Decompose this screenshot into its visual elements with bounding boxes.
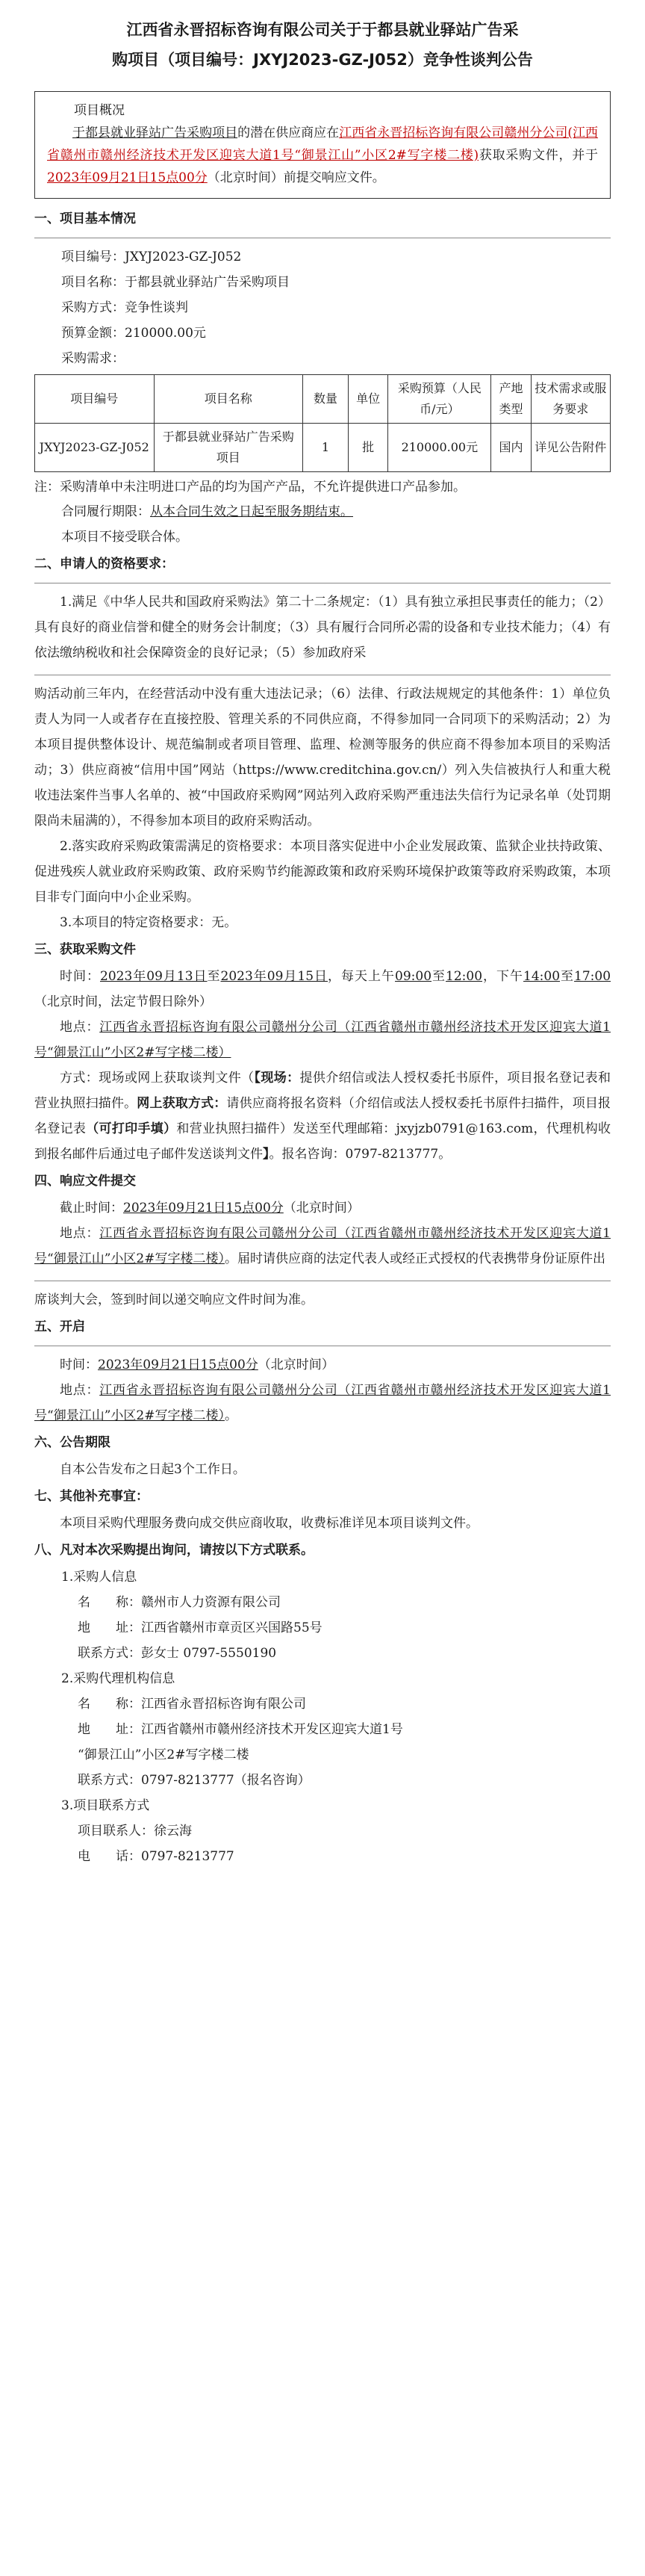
table-cell: 批 — [349, 424, 388, 472]
table-cell: JXYJ2023-GZ-J052 — [35, 424, 155, 472]
table-header-cell: 单位 — [349, 375, 388, 424]
table-cell: 国内 — [491, 424, 531, 472]
table-header-cell: 项目编号 — [35, 375, 155, 424]
budget-amount: 预算金额：210000.00元 — [61, 326, 206, 341]
agency-address: 地 址： 江西省赣州市赣州经济技术开发区迎宾大道1号 — [78, 1722, 403, 1737]
purchaser-address: 地 址： 江西省赣州市章贡区兴国路55号 — [78, 1620, 322, 1635]
consortium-note: 本项目不接受联合体。 — [61, 530, 188, 545]
agency-address-continued: “御景江山”小区2#写字楼二楼 — [78, 1747, 249, 1762]
acquire-place: 地点：江西省永晋招标咨询有限公司赣州分公司（江西省赣州市赣州经济技术开发区迎宾大道1号“御景江山”小区2#写字楼二楼） — [34, 1020, 611, 1060]
table-cell: 于都县就业驿站广告采购项目 — [154, 424, 302, 472]
overview-text: 于都县就业驿站广告采购项目的潜在供应商应在江西省永晋招标咨询有限公司赣州分公司(江西省赣州市赣州经济技术开发区迎宾大道1号“御景江山”小区2#写字楼二楼)获取采购文件，并于2023年09月21日15点00分（北京时间）前提交响应文件。 — [47, 126, 599, 185]
section-6-heading: 六、公告期限 — [34, 1435, 110, 1450]
section-4-heading: 四、响应文件提交 — [34, 1174, 136, 1189]
table-header-cell: 项目名称 — [154, 375, 302, 424]
submission-deadline: 截止时间：2023年09月21日15点00分（北京时间） — [60, 1201, 360, 1216]
table-header-row — [35, 375, 611, 424]
purchaser-contact: 联系方式： 彭女士 0797-5550190 — [78, 1646, 277, 1661]
page-title: 江西省永晋招标咨询有限公司关于于都县就业驿站广告采 购项目（项目编号：JXYJ2023-GZ-J052）竞争性谈判公告 — [112, 21, 533, 69]
acquire-method: 方式：现场或网上获取谈判文件（【现场：提供介绍信或法人授权委托书原件，项目报名登记表和营业执照扫描件。网上获取方式：请供应商将报名资料（介绍信或法人授权委托书原件扫描件，项目报名登记表（可打印手填）和营业执照扫描件）发送至代理邮箱：jxyjzb0791@163.com，代理机构收到报名邮件后通过电子邮件发送谈判文件】。报名咨询：0797-8213777。 — [34, 1071, 611, 1162]
table-row — [35, 424, 611, 472]
acquire-time: 时间：2023年09月13日至2023年09月15日，每天上午09:00至12:00，下午14:00至17:00（北京时间，法定节假日除外） — [34, 969, 611, 1009]
supplementary-matters: 本项目采购代理服务费向成交供应商收取，收费标准详见本项目谈判文件。 — [60, 1516, 479, 1531]
table-cell: 详见公告附件 — [531, 424, 610, 472]
section-8-heading: 八、凡对本次采购提出询问，请按以下方式联系。 — [34, 1543, 314, 1558]
table-header-cell: 产地类型 — [491, 375, 531, 424]
section-3-heading: 三、获取采购文件 — [34, 942, 136, 957]
procurement-demand-label: 采购需求： — [61, 351, 125, 366]
submission-place: 地点：江西省永晋招标咨询有限公司赣州分公司（江西省赣州市赣州经济技术开发区迎宾大道1号“御景江山”小区2#写字楼二楼）。届时请供应商的法定代表人或经正式授权的代表携带身份证原件出 — [34, 1226, 611, 1266]
table-cell: 1 — [302, 424, 348, 472]
table-header-cell: 数量 — [302, 375, 348, 424]
qualification-3: 3.本项目的特定资格要求：无。 — [60, 915, 237, 930]
announcement-period: 自本公告发布之日起3个工作日。 — [60, 1462, 246, 1477]
opening-time: 时间：2023年09月21日15点00分（北京时间） — [60, 1357, 334, 1372]
qualification-1-continued: 购活动前三年内，在经营活动中没有重大违法记录；（6）法律、行政法规规定的其他条件：1）单位负责人为同一人或者存在直接控股、管理关系的不同供应商，不得参加同一合同项下的采购活动；2）为本项目提供整体设计、规范编制或者项目管理、监理、检测等服务的供应商不得参加本项目的采购活动；3）供应商被“信用中国”网站（https://www.creditchina.gov.cn/）列入失信被执行人和重大税收违法案件当事人名单的、被“中国政府采购网”网站列入政府采购严重违法失信行为记录名单（处罚期限尚未届满的），不得参加本项目的政府采购活动。 — [34, 687, 611, 829]
agency-contact: 联系方式： 0797-8213777（报名咨询） — [78, 1773, 311, 1788]
import-note: 注：采购清单中未注明进口产品的均为国产产品，不允许提供进口产品参加。 — [34, 480, 466, 495]
procurement-method: 采购方式：竞争性谈判 — [61, 300, 188, 315]
purchaser-name: 名 称： 赣州市人力资源有限公司 — [78, 1595, 281, 1610]
section-1-heading: 一、项目基本情况 — [34, 211, 136, 226]
contract-period: 合同履行期限：从本合同生效之日起至服务期结束。 — [61, 504, 353, 519]
table-header-cell: 采购预算（人民币/元） — [388, 375, 491, 424]
section-2-heading: 二、申请人的资格要求： — [34, 557, 174, 572]
project-number: 项目编号：JXYJ2023-GZ-J052 — [61, 250, 242, 264]
submission-note: 席谈判大会，签到时间以递交响应文件时间为准。 — [34, 1292, 314, 1307]
project-contact-phone: 电 话： 0797-8213777 — [78, 1849, 234, 1864]
opening-place: 地点：江西省永晋招标咨询有限公司赣州分公司（江西省赣州市赣州经济技术开发区迎宾大道1号“御景江山”小区2#写字楼二楼）。 — [34, 1383, 611, 1423]
section-7-heading: 七、其他补充事宜： — [34, 1489, 149, 1504]
section-5-heading: 五、开启 — [34, 1319, 85, 1334]
qualification-2: 2.落实政府采购政策需满足的资格要求：本项目落实促进中小企业发展政策、监狱企业扶持政策、促进残疾人就业政府采购政策、政府采购节约能源政策和政府采购环境保护政策等政府采购政策，本项目非专门面向中小企业采购。 — [34, 839, 611, 905]
overview-heading: 项目概况 — [74, 103, 125, 118]
qualification-1: 1.满足《中华人民共和国政府采购法》第二十二条规定：（1）具有独立承担民事责任的能力；（2）具有良好的商业信誉和健全的财务会计制度；（3）具有履行合同所必需的设备和专业技术能力；（4）有依法缴纳税收和社会保障资金的良好记录；（5）参加政府采 — [34, 595, 611, 660]
agency-info-heading: 2.采购代理机构信息 — [61, 1671, 175, 1686]
procurement-table — [34, 374, 611, 472]
agency-name: 名 称： 江西省永晋招标咨询有限公司 — [78, 1697, 306, 1712]
purchaser-info-heading: 1.采购人信息 — [61, 1570, 137, 1585]
project-contact-heading: 3.项目联系方式 — [61, 1798, 150, 1813]
project-contact-person: 项目联系人：徐云海 — [78, 1824, 192, 1839]
project-overview-box — [34, 91, 611, 199]
table-cell: 210000.00元 — [388, 424, 491, 472]
table-header-cell: 技术需求或服务要求 — [531, 375, 610, 424]
project-name: 项目名称：于都县就业驿站广告采购项目 — [61, 275, 290, 290]
